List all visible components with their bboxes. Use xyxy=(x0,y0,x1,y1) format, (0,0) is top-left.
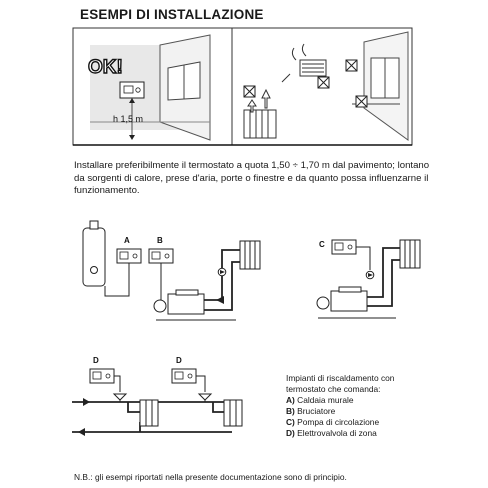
wall-boiler-diagram xyxy=(83,221,260,320)
legend-heading-2: termostato che comanda: xyxy=(286,384,381,394)
wrong-positions-scene xyxy=(244,32,408,140)
legend-key: C) xyxy=(286,417,295,427)
svg-text:D: D xyxy=(176,356,182,365)
legend-key: A) xyxy=(286,395,295,405)
page-title: ESEMPI DI INSTALLAZIONE xyxy=(80,7,264,22)
zone-valve-diagram xyxy=(72,356,242,436)
legend-text: Elettrovalvola di zona xyxy=(297,428,377,438)
legend-text: Bruciatore xyxy=(297,406,336,416)
legend-heading-1: Impianti di riscaldamento con xyxy=(286,373,395,383)
svg-text:B: B xyxy=(157,236,163,245)
installation-instructions: Installare preferibilmente il termostato a quota 1,50 ÷ 1,70 m dal pavimento; lontano da sorgenti di calore, prese d'aria, porte o finestre e da quanto possa influenzarne il funzionamento. xyxy=(74,160,430,197)
circulation-pump-diagram xyxy=(317,240,420,318)
legend-item xyxy=(286,417,394,428)
legend xyxy=(286,373,394,439)
legend-key: D) xyxy=(286,428,295,438)
ok-label: OK! xyxy=(88,57,123,78)
legend-text: Caldaia murale xyxy=(297,395,354,405)
legend-key: B) xyxy=(286,406,295,416)
correct-room-scene xyxy=(88,35,210,140)
height-label: h 1,5 m xyxy=(113,114,144,124)
thermostat-d1 xyxy=(90,369,114,383)
svg-text:C: C xyxy=(319,240,325,249)
footnote: N.B.: gli esempi riportati nella presente documentazione sono di principio. xyxy=(74,472,347,482)
legend-item xyxy=(286,406,394,417)
legend-item xyxy=(286,395,394,406)
svg-text:D: D xyxy=(93,356,99,365)
svg-text:A: A xyxy=(124,236,130,245)
radiator-icon xyxy=(244,110,276,138)
legend-text: Pompa di circolazione xyxy=(297,417,380,427)
legend-item xyxy=(286,428,394,439)
